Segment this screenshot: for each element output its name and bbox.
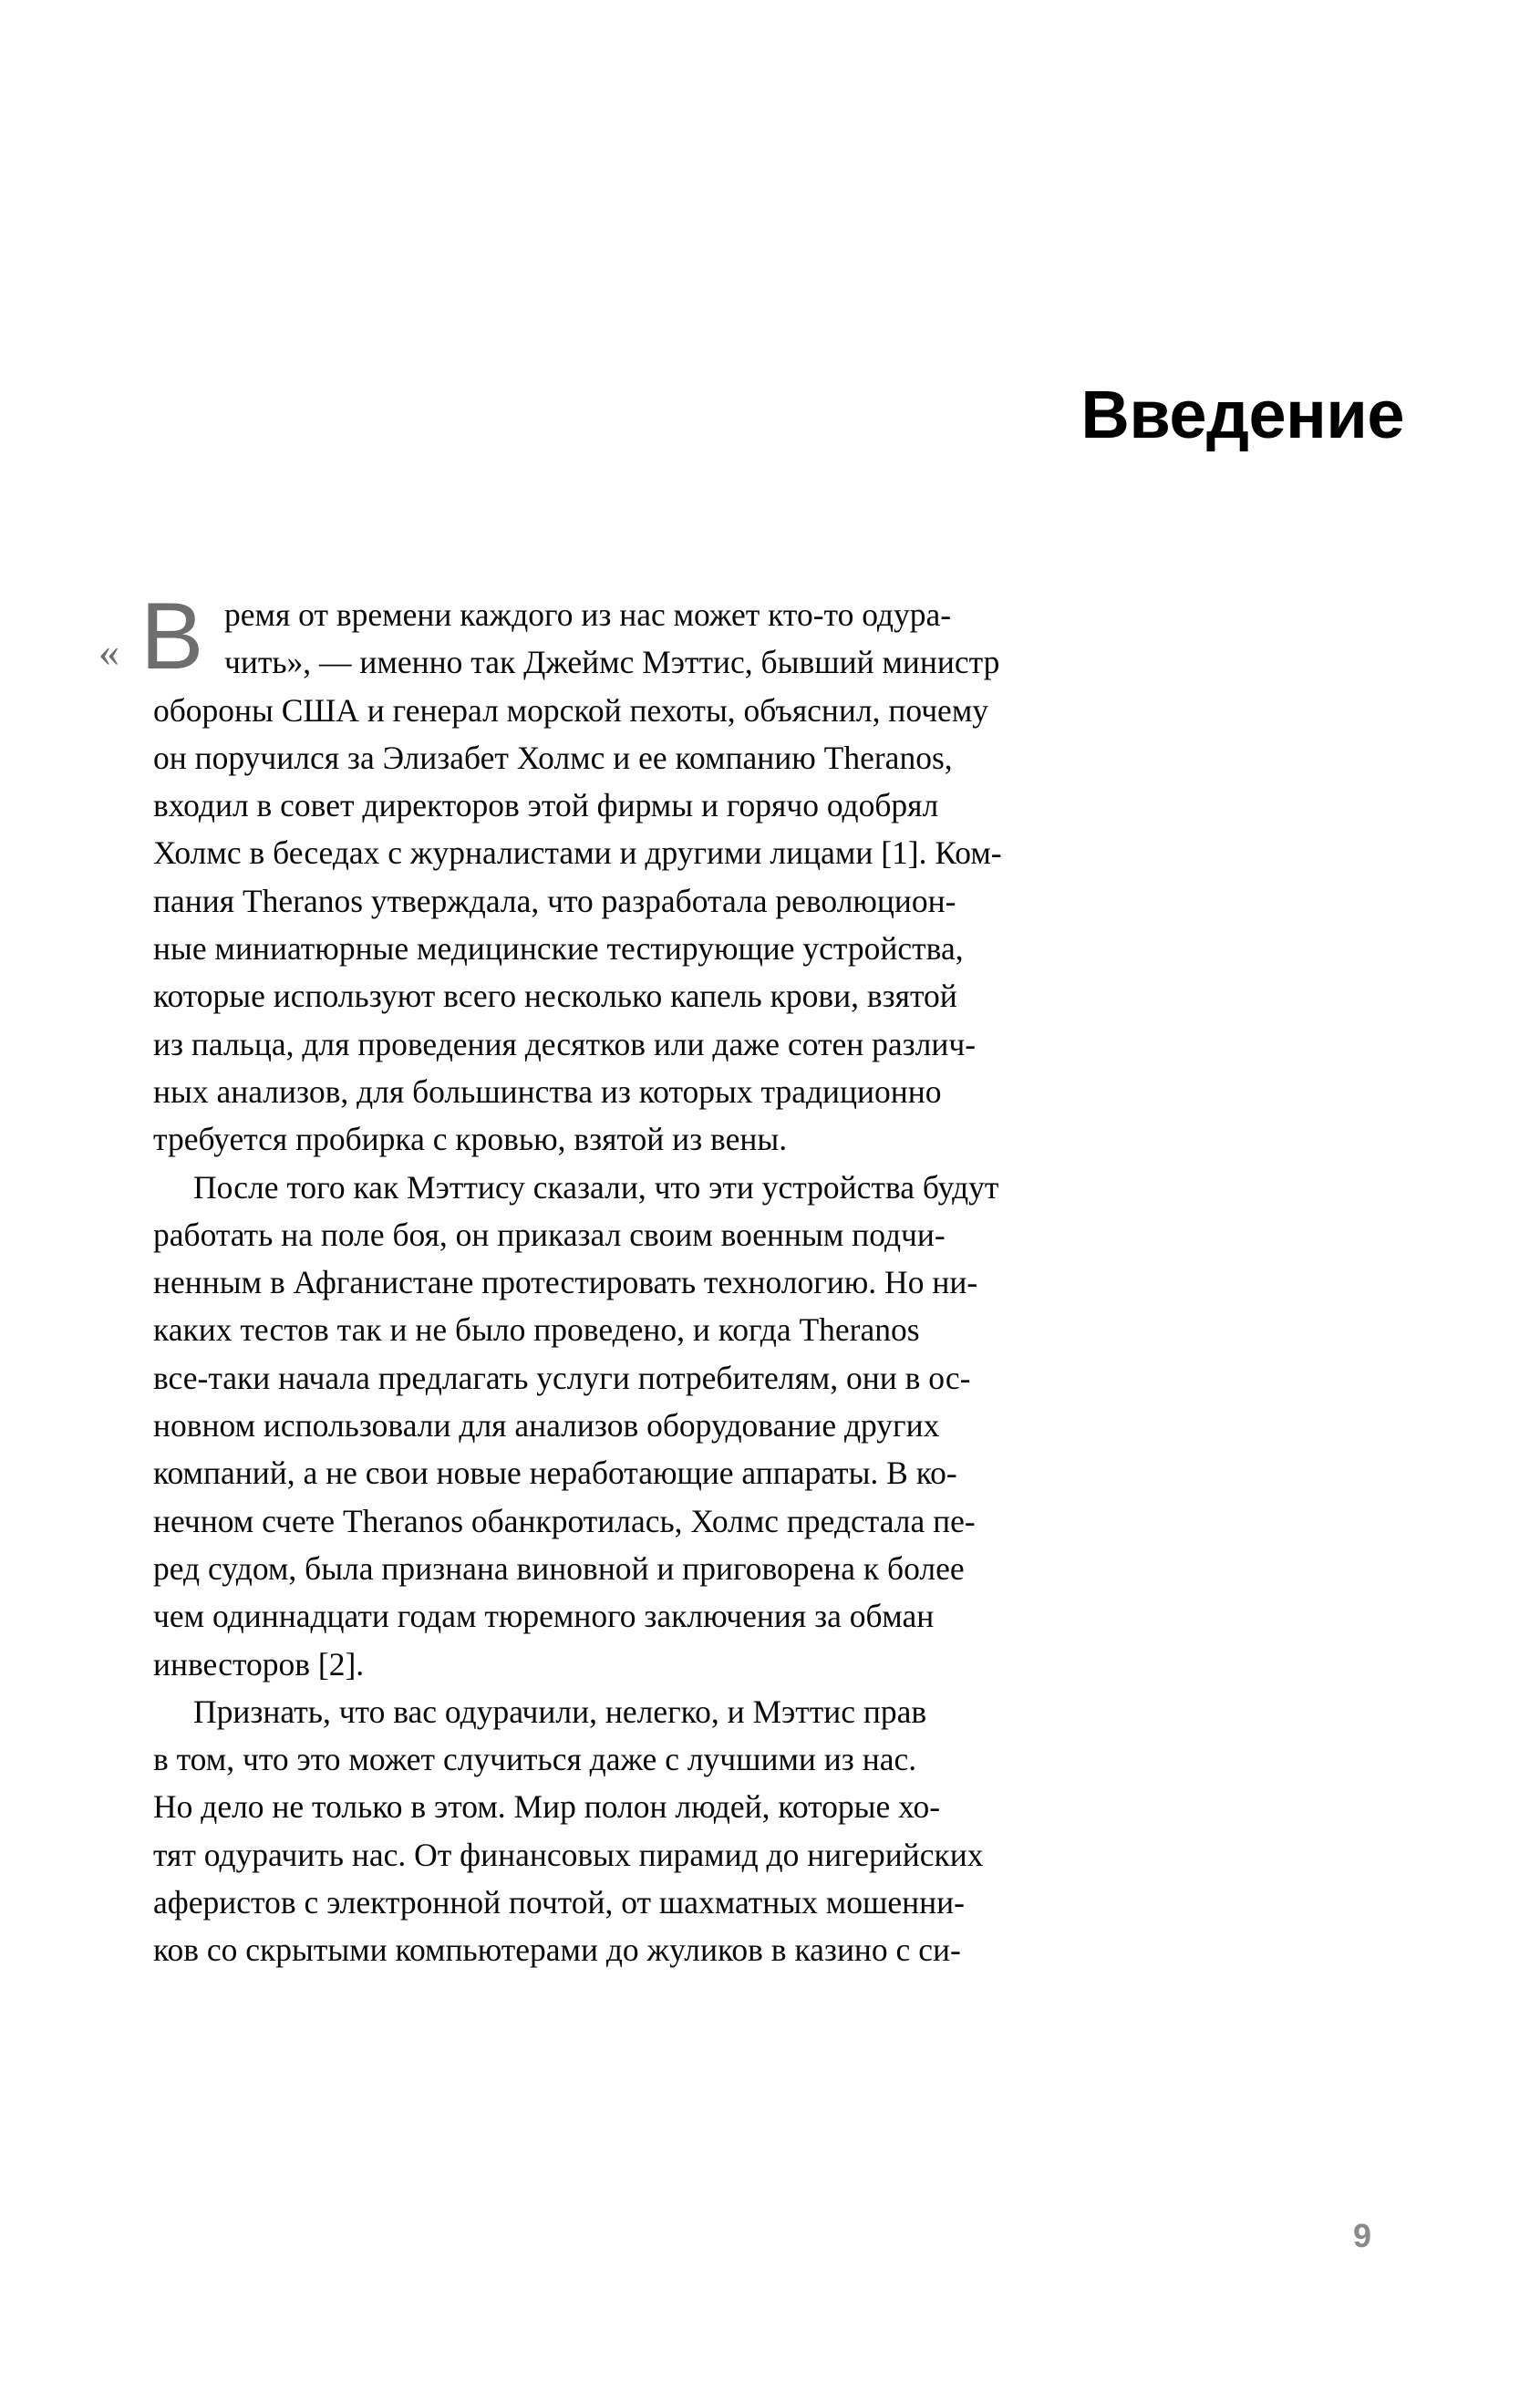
paragraph-1-line-3: обороны США и генерал морской пехоты, объяснил, почему [153, 691, 989, 729]
paragraph-2-line-9: ред судом, была признана виновной и приговорена к более [153, 1549, 965, 1587]
paragraph-2-line-1-text: После того как Мэттису сказали, что эти устройства будут [193, 1168, 999, 1206]
paragraph-1-line-8: ные миниатюрные медицинские тестирующие устройства, [153, 930, 964, 968]
paragraph-1 [98, 584, 1276, 1164]
paragraph-3-line-3: Но дело не только в этом. Мир полон людей, которые хо- [153, 1788, 941, 1826]
paragraph-1-line-6: Холмс в беседах с журналистами и другими лицами [1]. Ком- [153, 834, 1002, 872]
paragraph-3-line-1 [153, 1688, 1276, 1735]
body-text-block [98, 584, 1276, 1974]
paragraph-2-line-8: нечном счете Theranos обанкротилась, Холмс предстала пе- [153, 1502, 976, 1539]
opening-quote-glyph: « [98, 628, 119, 675]
paragraph-1-line-5: входил в совет директоров этой фирмы и горячо одобрял [153, 787, 939, 824]
paragraph-2-line-6: новном использовали для анализов оборудование других [153, 1407, 940, 1445]
paragraph-1-line-1: ремя от времени каждого из нас может кто-то одура- [224, 596, 952, 633]
paragraph-1-line-7: пания Theranos утверждала, что разработала революцион- [153, 882, 956, 919]
paragraph-2-line-11: инвесторов [2]. [153, 1645, 365, 1683]
paragraph-1-line-9: которые используют всего несколько капель крови, взятой [153, 978, 957, 1015]
paragraph-1-line-11: ных анализов, для большинства из которых традиционно [153, 1072, 942, 1110]
paragraph-3-line-4: тят одурачить нас. От финансовых пирамид до нигерийских [153, 1836, 984, 1873]
paragraph-2 [153, 1164, 1276, 1688]
page-title: Введение [1080, 376, 1404, 452]
paragraph-1-line-12: требуется пробирка с кровью, взятой из вены. [153, 1121, 788, 1158]
paragraph-1-line-10: из пальца, для проведения десятков или даже сотен различ- [153, 1025, 977, 1062]
paragraph-2-line-5: все-таки начала предлагать услуги потребителям, они в ос- [153, 1359, 971, 1396]
paragraph-3-line-5: аферистов с электронной почтой, от шахматных мошенни- [153, 1884, 965, 1921]
paragraph-3-line-6: ков со скрытыми компьютерами до жуликов в казино с си- [153, 1931, 961, 1969]
paragraph-2-line-1 [153, 1164, 1276, 1211]
paragraph-3-line-2: в том, что это может случиться даже с лучшими из нас. [153, 1741, 917, 1778]
paragraph-2-line-3: ненным в Афганистане протестировать технологию. Но ни- [153, 1264, 978, 1301]
paragraph-2-line-10: чем одиннадцати годам тюремного заключения за обман [153, 1598, 935, 1635]
paragraph-3-line-1-text: Признать, что вас одурачили, нелегко, и Мэттис прав [193, 1693, 927, 1730]
page-number: 9 [1352, 2217, 1371, 2254]
paragraph-3 [153, 1688, 1276, 1974]
paragraph-1-line-4: он поручился за Элизабет Холмс и ее компанию Theranos, [153, 739, 953, 776]
paragraph-1-line-2: чить», — именно так Джеймс Мэттис, бывший министр [224, 644, 1000, 681]
dropcap-letter: В [140, 584, 203, 689]
paragraph-2-line-2: работать на поле боя, он приказал своим военным подчи- [153, 1216, 946, 1253]
paragraph-2-line-4: каких тестов так и не было проведено, и когда Theranos [153, 1311, 920, 1349]
dropcap-group [98, 584, 1276, 689]
paragraph-2-line-7: компаний, а не свои новые неработающие аппараты. В ко- [153, 1455, 957, 1492]
